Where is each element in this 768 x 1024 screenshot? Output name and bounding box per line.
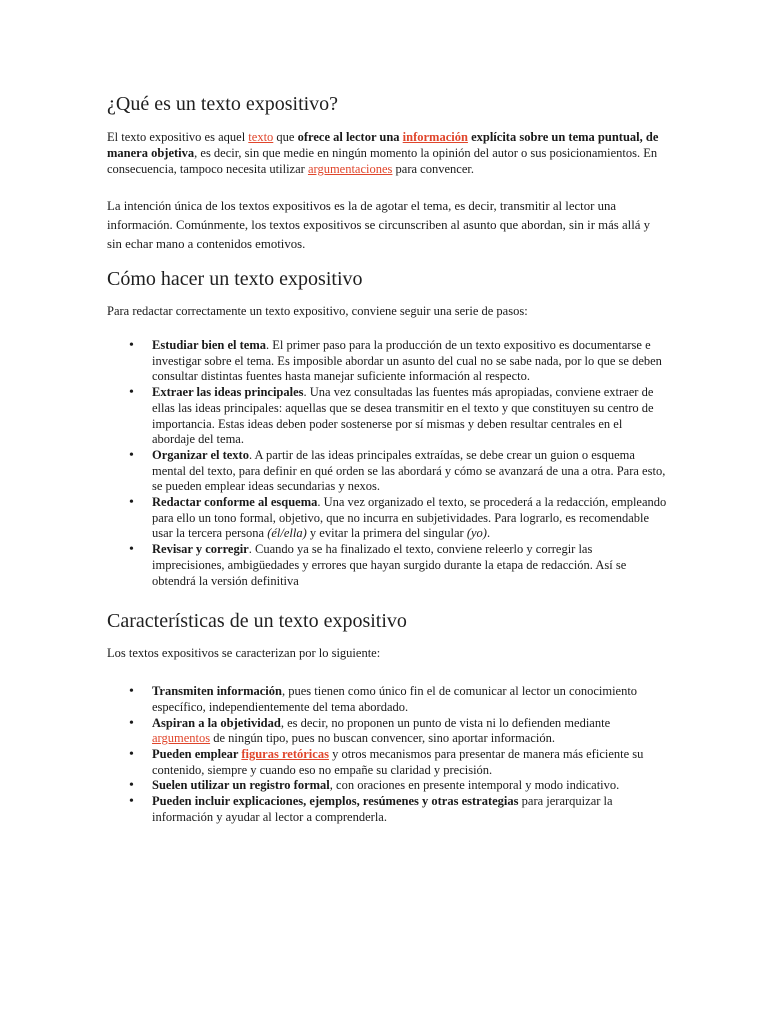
text-span: para convencer. — [392, 162, 474, 176]
item-text: , pues tienen como único fin el de comunicar al lector un conocimiento específico, independientemente del tema abordado. — [152, 684, 638, 714]
item-bold: Suelen utilizar un registro formal — [152, 778, 330, 793]
heading-caracteristicas: Características de un texto expositivo — [107, 610, 407, 633]
item-text: . Una vez consultadas las fuentes más apropiadas, conviene extraer de ellas las ideas principales: aquellas que se desea transmitir en el texto y que constituyen su centro de importancia. Estas ideas deben poder sostenerse por sí mismas y deben resultar centrales en el abordaje del tema. — [152, 385, 654, 447]
item-italic: (yo) — [466, 526, 487, 541]
paragraph-intention: La intención única de los textos expositivos es la de agotar el tema, es decir, transmitir al lector una información. Comúnmente, los textos expositivos se circunscriben al asunto que abordan, sin ir más allá y sin echar mano a contenidos emotivos. — [107, 199, 651, 251]
list-item — [107, 338, 667, 385]
paragraph-definition — [107, 129, 667, 177]
bold-span: explícita sobre un tema puntual, de manera objetiva — [107, 130, 659, 160]
item-bold: Transmiten información — [152, 684, 282, 699]
link-argumentaciones[interactable]: argumentaciones — [307, 162, 393, 176]
item-bold: Estudiar bien el tema — [152, 338, 267, 352]
text-span: que — [273, 130, 298, 144]
item-bold: Pueden incluir explicaciones, ejemplos, resúmenes y otras estrategias — [152, 794, 519, 809]
link-informacion[interactable]: información — [402, 130, 468, 144]
text-span: , es decir, sin que medie en ningún momento la opinión del autor o sus posicionamientos. En consecuencia, tampoco necesita utilizar — [107, 146, 658, 176]
heading-que-es: ¿Qué es un texto expositivo? — [107, 93, 339, 115]
list-item — [107, 716, 667, 747]
document-content — [107, 92, 667, 826]
item-bold: Revisar y corregir — [152, 542, 249, 557]
item-bold: Redactar conforme al esquema — [152, 495, 318, 510]
paragraph-steps-intro: Para redactar correctamente un texto expositivo, conviene seguir una serie de pasos: — [107, 304, 528, 318]
link-texto[interactable]: texto — [248, 130, 274, 144]
list-item — [107, 385, 667, 448]
steps-list — [107, 338, 667, 589]
item-text: de ningún tipo, pues no buscan convencer, sino aportar información. — [210, 731, 555, 746]
list-item — [107, 542, 667, 589]
item-text: y evitar la primera del singular — [306, 526, 467, 541]
item-text: . — [486, 526, 491, 541]
item-bold: Pueden emplear — [152, 747, 242, 762]
item-bold: Extraer las ideas principales — [152, 385, 304, 400]
features-list — [107, 684, 667, 825]
bold-span: ofrece al lector una — [297, 130, 403, 144]
list-item — [107, 448, 667, 495]
item-text: , es decir, no proponen un punto de vista ni lo defienden mediante — [280, 715, 611, 730]
item-text: . Cuando ya se ha finalizado el texto, conviene releerlo y corregir las imprecisiones, ambigüedades y errores que hayan surgido durante la etapa de redacción. Así se obtendrá la versión definitiva — [152, 542, 627, 588]
link-figuras-retoricas[interactable]: figuras retóricas — [241, 747, 329, 762]
item-text: , con oraciones en presente intemporal y modo indicativo. — [329, 778, 620, 793]
item-text: . A partir de las ideas principales extraídas, se debe crear un guion o esquema mental del texto, para definir en qué orden se las abordará y cómo se avanzará de una a otra. Para esto, se pueden emplear ideas secundarias y nexos. — [152, 447, 666, 494]
item-text: . Una vez organizado el texto, se procederá a la redacción, empleando para ello un tono formal, objetivo, que no incurra en subjetividades. Para lograrlo, es recomendable usar la tercera persona — [152, 495, 667, 541]
heading-como-hacer: Cómo hacer un texto expositivo — [107, 268, 363, 290]
list-item — [107, 495, 667, 542]
item-italic: (él/ella) — [267, 526, 307, 541]
list-item — [107, 778, 667, 794]
item-text: . El primer paso para la producción de un texto expositivo es documentarse e investigar sobre el tema. Es imposible abordar un asunto del cual no se sabe nada, por lo que se deben consultar distintas fuentes hasta manejar suficiente información al respecto. — [152, 338, 662, 384]
item-bold: Organizar el texto — [152, 447, 249, 462]
item-text: para jerarquizar la información y ayudar al lector a comprenderla. — [152, 794, 613, 824]
list-item — [107, 747, 667, 778]
text-span: El texto expositivo es aquel — [107, 130, 249, 144]
item-text: y otros mecanismos para presentar de manera más eficiente su contenido, siempre y cuando eso no empañe su claridad y precisión. — [152, 747, 644, 777]
link-argumentos[interactable]: argumentos — [152, 731, 211, 746]
paragraph-features-intro: Los textos expositivos se caracterizan por lo siguiente: — [107, 646, 381, 661]
list-item — [107, 684, 667, 715]
item-bold: Aspiran a la objetividad — [152, 715, 281, 730]
list-item — [107, 794, 667, 825]
